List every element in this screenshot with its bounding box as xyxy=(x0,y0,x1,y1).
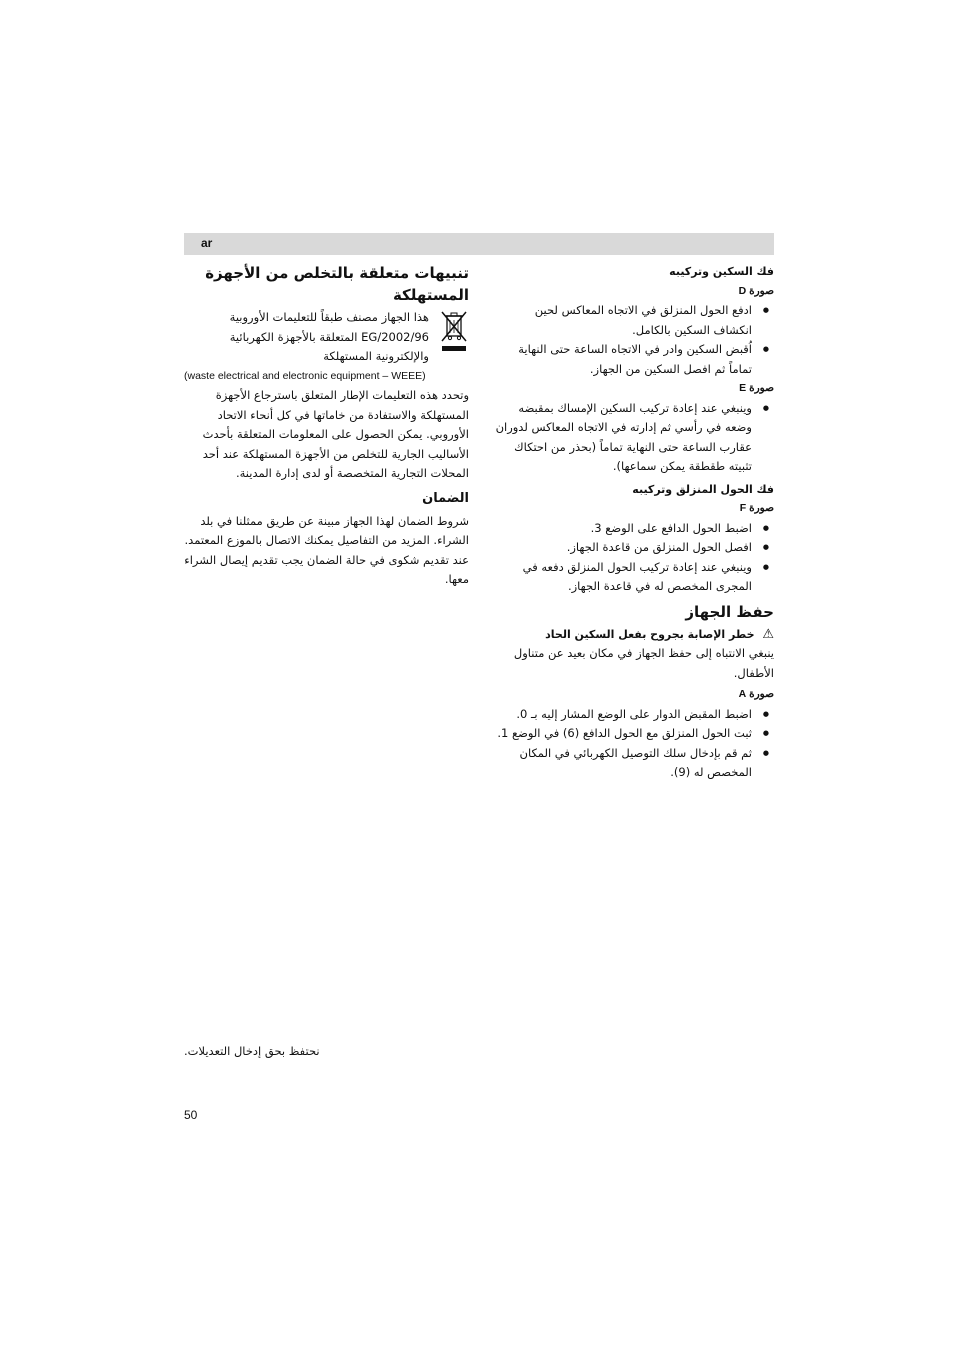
list-item: ● ادفع الحول المنزلق في الاتجاه المعاكس لحين انكشاف السكين بالكامل. xyxy=(494,301,774,340)
weee-block xyxy=(184,308,469,367)
figure-ref-d: صورة D xyxy=(738,284,774,297)
list-item: ● اضبط المقبض الدوار على الوضع المشار إليه بـ 0. xyxy=(494,705,774,725)
language-code: ar xyxy=(201,236,213,250)
list-item: ● وينبغي عند إعادة تركيب السكين الإمساك بمقبضه وضعه في رأسي ثم إدارته في الاتجاه المعاكس لدوران عقارب الساعة حتى النهاية تماماً (بحذر من احتكاك تثبيته طقطقة يمكن سماعها). xyxy=(494,399,774,477)
storage-text: ينبغي الانتباه إلى حفظ الجهاز في مكان بعيد عن متناول الأطفال. xyxy=(513,646,774,680)
list-item: ● اُقبض السكين وادر في الاتجاه الساعة حتى النهاية تماماً ثم افصل السكين من الجهاز. xyxy=(494,340,774,379)
list-item: ● وينبغي عند إعادة تركيب الحول المنزلق دفعه في المجرى المخصص له في قاعدة الجهاز. xyxy=(494,558,774,597)
crossed-bin-icon xyxy=(439,310,469,354)
modification-note: نحتفظ بحق إدخال التعديلات. xyxy=(184,1044,320,1058)
figure-ref-e: صورة E xyxy=(739,382,774,394)
weee-line-3: والإلكترونية المستهلكة xyxy=(323,349,429,363)
weee-english: (waste electrical and electronic equipment – WEEE) xyxy=(184,369,426,382)
figure-ref-f: صورة F xyxy=(739,502,774,514)
weee-line-1: هذا الجهاز مصنف طبقاً للتعليمات الأوروبية xyxy=(229,310,429,324)
list-item: ● اضبط الحول الدافع على الوضع 3. xyxy=(494,519,774,539)
section-title-warranty: الضمان xyxy=(422,490,469,506)
left-column xyxy=(184,262,469,590)
weee-line-2: 2002/96/EG المتعلقة بالأجهزة الكهربائية xyxy=(229,329,429,344)
warning-triangle-icon: ⚠ xyxy=(762,626,774,642)
language-header-bar xyxy=(184,233,774,255)
section-title-slider: فك الحول المنزلق وتركيبه xyxy=(632,482,774,496)
knife-remove-steps xyxy=(494,301,774,379)
page-number: 50 xyxy=(184,1108,198,1122)
section-title-disposal: تنبيهات متعلقة بالتخلص من الأجهزة المستهلكة xyxy=(205,264,469,304)
list-item: ● افصل الحول المنزلق من قاعدة الجهاز. xyxy=(494,538,774,558)
section-title-storage: حفظ الجهاز xyxy=(685,602,774,621)
right-column xyxy=(494,262,774,783)
list-item: ● ثبت الحول المنزلق مع الحول الدافع (6) في الوضع 1. xyxy=(494,724,774,744)
warning-line xyxy=(494,625,774,645)
weee-body: وتحدد هذه التعليمات الإطار المتعلق باسترجاع الأجهزة المستهلكة والاستفادة من خاماتها في كل أنحاء الاتحاد الأوروبي. يمكن الحصول على المعلومات المتعلقة بأحدث الأساليب الجارية للتخلص من الأجهزة المستهلكة عند أحد المحلات التجارية المتخصصة أو لدى إدارة المدينة. xyxy=(202,388,469,480)
section-title-knife: فك السكين وتركيبه xyxy=(669,265,774,278)
figure-ref-a: صورة A xyxy=(738,688,774,700)
knife-install-steps xyxy=(494,399,774,477)
list-item: ● ثم قم بإدخال سلك التوصيل الكهربائي في المكان المخصص له (9). xyxy=(494,744,774,783)
storage-steps xyxy=(494,705,774,783)
warranty-body: شروط الضمان لهذا الجهاز مبينة عن طريق ممثلنا في بلد الشراء. المزيد من التفاصيل يمكنك الاتصال بالموزع المعتمد. عند تقديم شكوى في حالة الضمان يجب تقديم إيصال الشراء معها. xyxy=(184,513,469,586)
warning-text: خطر الإصابة بجروح بفعل السكين الحاد xyxy=(545,627,755,641)
slider-steps xyxy=(494,519,774,597)
